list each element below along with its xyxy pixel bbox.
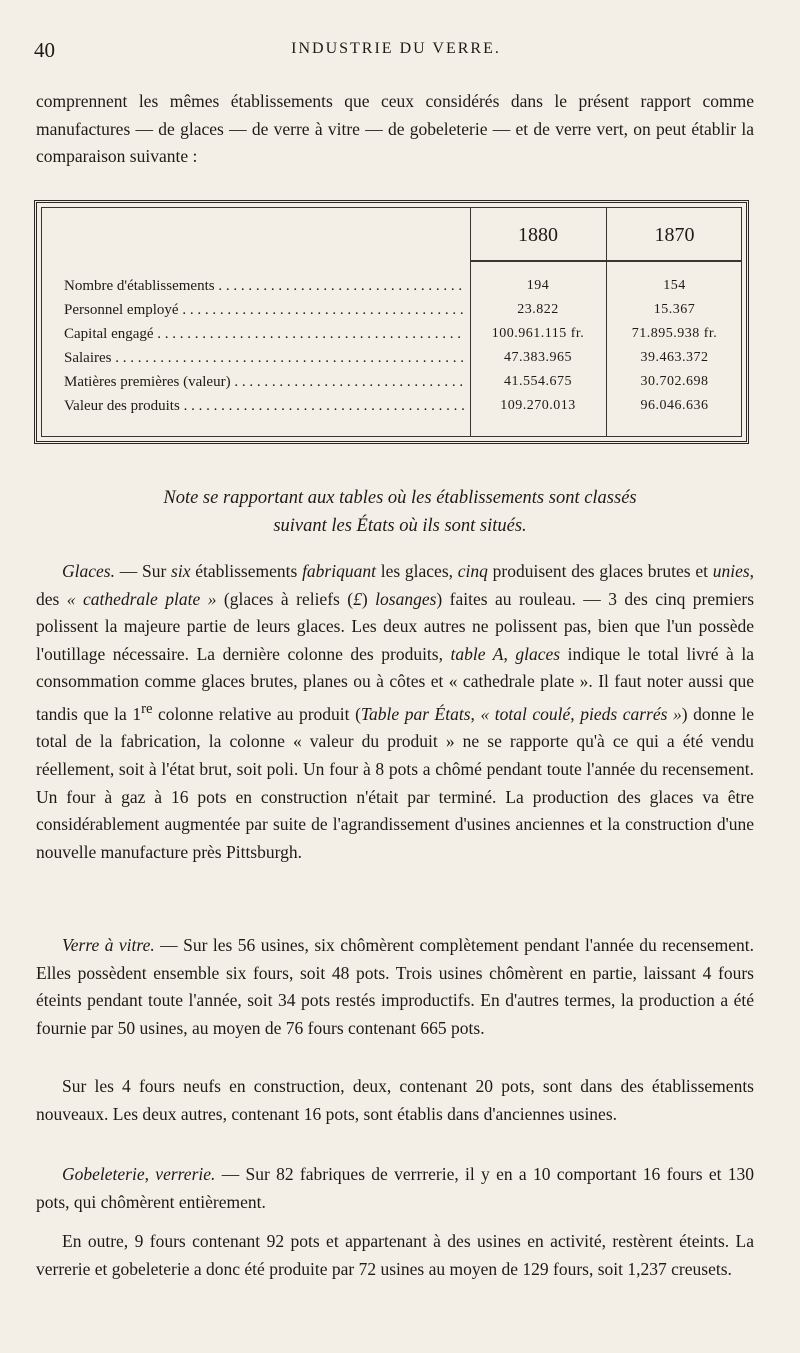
row-label: Nombre d'établissements . . . <box>64 278 464 295</box>
value-1880: 41.554.675 <box>504 374 572 389</box>
comparison-table <box>34 200 749 444</box>
row-label: Matières premières (valeur) . . . <box>64 374 464 391</box>
row-label: Personnel employé . . . <box>64 302 464 319</box>
paragraph-en-outre: En outre, 9 fours contenant 92 pots et appartenant à des usines en activité, restèrent éteints. La verrerie et gobeleterie a donc été produite par 72 usines au moyen de 129 fours, soit 1,237 creusets. <box>36 1231 754 1279</box>
paragraph-gobeleterie <box>36 1161 754 1216</box>
intro-paragraph: comprennent les mêmes établissements que ceux considérés dans le présent rapport comme manufactures — de glaces — de verre à vitre — de gobeleterie — et de verre vert, on peut établir la comparaison suivante : <box>36 91 754 167</box>
row-label: Valeur des produits . . . <box>64 398 464 415</box>
table-row <box>42 374 741 398</box>
row-label: Capital engagé . . . <box>64 326 464 343</box>
text-run: Table par États <box>360 703 471 724</box>
text-run: ) faites au rouleau. — 3 des cinq premiers polissent la majeure partie de leurs glaces. Les deux autres ne polissent pas, bien que l'un possède l'outillage nécessaire. La dernière colonne des produits, <box>36 588 755 664</box>
text-run: fabriquant <box>302 561 376 581</box>
text-run: « total coulé <box>480 703 571 724</box>
running-title: INDUSTRIE DU VERRE. <box>291 40 501 57</box>
section-lead-verrerie: verrerie. <box>155 1164 216 1184</box>
value-1880: 23.822 <box>517 302 559 317</box>
text-run: les glaces, <box>375 561 458 581</box>
text-run: ) <box>361 588 376 609</box>
paragraph-verre-a-vitre <box>36 932 754 1042</box>
value-1870: 96.046.636 <box>640 398 709 413</box>
note-title <box>60 484 740 540</box>
text-run: produisent des glaces brutes et <box>487 561 713 581</box>
note-title-line1: Note se rapportant aux tables où les établissements sont classés <box>163 488 637 508</box>
text-run: — Sur <box>114 561 172 581</box>
value-1870: 30.702.698 <box>640 374 709 389</box>
text-run: colonne relative au produit ( <box>152 703 361 724</box>
text-run: table A <box>450 643 504 664</box>
text-run: £ <box>353 588 362 609</box>
paragraph-fours-neufs: Sur les 4 fours neufs en construction, deux, contenant 20 pots, sont dans des établissements nouveaux. Les deux autres, contenant 16 pots, sont établis dans d'anciennes usines. <box>36 1076 754 1124</box>
text-run: — Sur 82 fabriques de verrrerie, il y en a 10 comportant 16 fours et 130 pots, qui chômèrent entièrement. <box>36 1164 755 1212</box>
text-run: glaces <box>515 643 561 664</box>
table-row <box>42 278 741 302</box>
section-lead-glaces: Glaces. <box>62 561 115 581</box>
text-run: losanges <box>375 588 437 609</box>
text-run: ) donne le total de la fabrication, la colonne « valeur du produit » ne se rapporte qu'à ce qui a été vendu réellement, soit à l'état brut, soit poli. Un four à 8 pots a chômé pendant toute l'année du recensement. Un four à gaz à 16 pots en construction n'était par terminé. La production des glaces va être considérablement augmentée par suite de l'agrandissement d'usines anciennes et la construction d'une nouvelle manufacture près Pittsburgh. <box>36 703 755 862</box>
page-header <box>34 38 758 68</box>
text-run: — Sur les 56 usines, six chômèrent complètement pendant l'année du recensement. Elles possèdent ensemble six fours, soit 48 pots. Trois usines chômèrent en partie, laissant 4 fours éteints pendant toute l'année, soit 34 pots restés improductifs. En d'autres termes, la production a été fournie par 50 usines, au moyen de 76 fours contenant 665 pots. <box>36 935 754 1038</box>
paragraph-glaces <box>36 558 754 866</box>
header-rule <box>470 260 741 262</box>
column-header-1880: 1880 <box>518 224 558 246</box>
section-lead-verre: Verre à vitre. <box>62 935 155 955</box>
table-row <box>42 398 741 422</box>
value-1880: 109.270.013 <box>500 398 576 413</box>
text-run: cinq <box>457 561 488 581</box>
text-run: indique le total livré à la consommation comme glaces brutes, planes ou à côtes et « cathedrale plate ». Il faut noter aussi que tandis que la 1 <box>36 643 754 724</box>
text-run: unies <box>712 561 750 581</box>
text-run: pieds carrés » <box>580 703 682 724</box>
text-run: six <box>171 561 191 581</box>
text-run: , des <box>36 561 755 609</box>
text-run: (glaces à reliefs ( <box>216 588 354 609</box>
text-run: , <box>570 703 581 724</box>
table-row <box>42 302 741 326</box>
value-1880: 100.961.115 fr. <box>491 326 585 341</box>
superscript: re <box>141 700 153 717</box>
table-row <box>42 326 741 350</box>
page-number: 40 <box>34 38 55 62</box>
value-1880: 194 <box>526 278 550 293</box>
value-1870: 39.463.372 <box>640 350 709 365</box>
column-header-1870: 1870 <box>654 224 695 246</box>
value-1870: 71.895.938 fr. <box>631 326 718 341</box>
text-run: , <box>470 703 481 724</box>
text-run: établissements <box>190 561 303 581</box>
note-title-line2: suivant les États où ils sont situés. <box>273 516 527 536</box>
value-1880: 47.383.965 <box>504 350 572 365</box>
value-1870: 15.367 <box>653 302 696 317</box>
text-run: , <box>144 1164 156 1184</box>
section-lead-gobeleterie: Gobeleterie <box>62 1164 145 1184</box>
value-1870: 154 <box>663 278 686 293</box>
text-run: « cathedrale plate » <box>66 588 217 609</box>
table-inner <box>41 207 742 437</box>
row-label: Salaires . . . <box>64 350 464 367</box>
table-row <box>42 350 741 374</box>
text-run: , <box>503 643 516 664</box>
